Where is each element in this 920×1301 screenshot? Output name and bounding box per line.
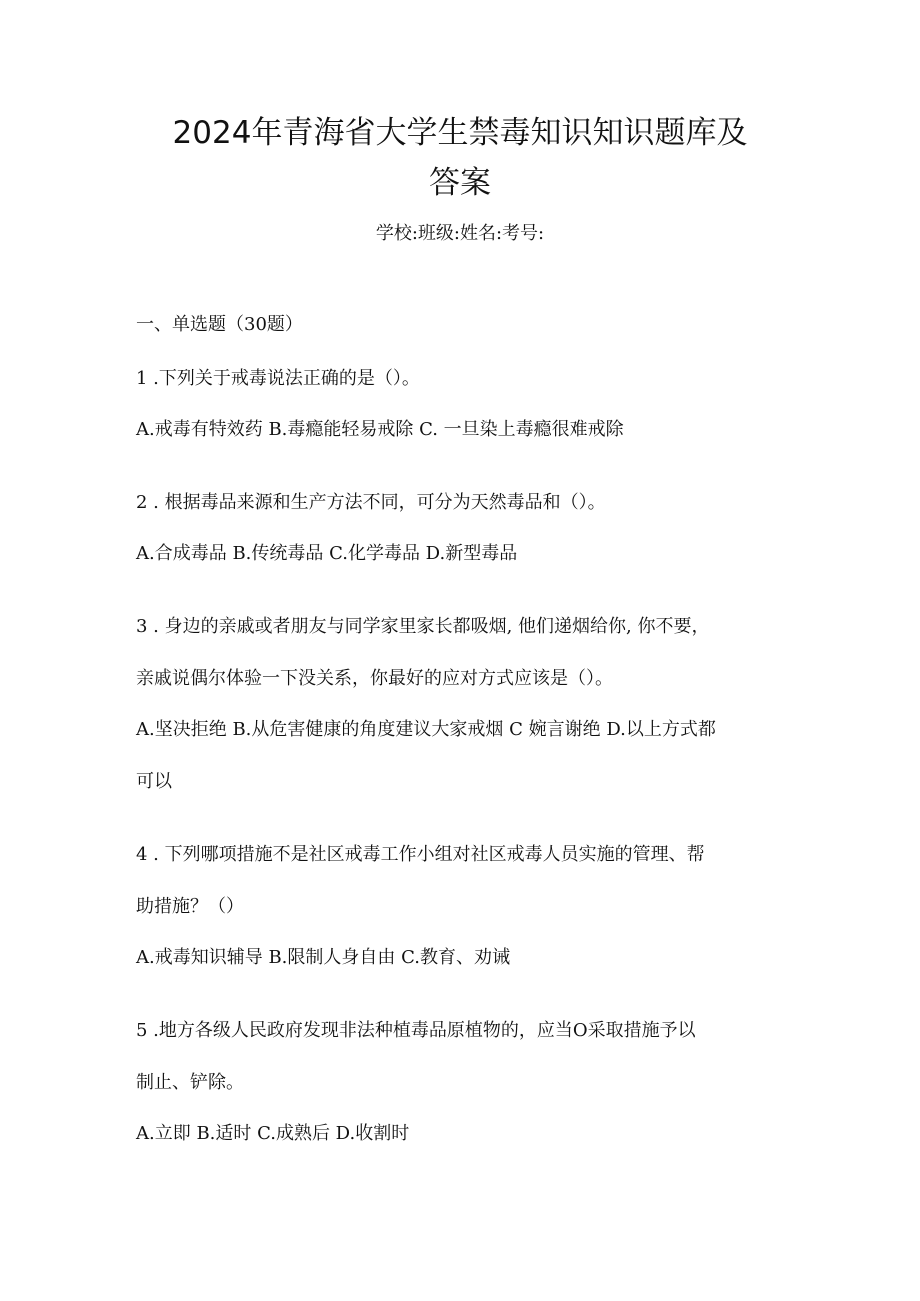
question-text: 2 . 根据毒品来源和生产方法不同，可分为天然毒品和（）。 [136, 492, 606, 513]
question-options: A.坚决拒绝 B.从危害健康的角度建议大家戒烟 C 婉言谢绝 D.以上方式都 [136, 719, 716, 740]
question-text-continued: 制止、铲除。 [136, 1072, 244, 1093]
question-options: A.立即 B.适时 C.成熟后 D.收割时 [136, 1123, 410, 1144]
question-text: 5 .地方各级人民政府发现非法种植毒品原植物的，应当O采取措施予以 [136, 1020, 696, 1041]
document-title [120, 108, 800, 208]
question-text-continued: 亲戚说偶尔体验一下没关系，你最好的应对方式应该是（）。 [136, 668, 613, 689]
title-line-1: 2024年青海省大学生禁毒知识知识题库及 [172, 115, 748, 151]
question-5 [136, 1016, 786, 1149]
question-text: 3 . 身边的亲戚或者朋友与同学家里家长都吸烟, 他们递烟给你, 你不要， [136, 616, 710, 637]
question-list [136, 310, 786, 1192]
question-3 [136, 612, 786, 797]
question-options: A.戒毒有特效药 B.毒瘾能轻易戒除 C. 一旦染上毒瘾很难戒除 [136, 419, 624, 440]
question-4 [136, 840, 786, 973]
question-text: 1 .下列关于戒毒说法正确的是（）。 [136, 368, 420, 389]
question-options-continued: 可以 [136, 771, 172, 792]
title-line-2: 答案 [429, 165, 491, 201]
question-text-continued: 助措施？（） [136, 896, 244, 917]
section-heading: 一、单选题（30题） [136, 314, 303, 335]
question-options: A.合成毒品 B.传统毒品 C.化学毒品 D.新型毒品 [136, 543, 518, 564]
student-info-line: 学校:班级:姓名:考号: [375, 223, 545, 244]
question-options: A.戒毒知识辅导 B.限制人身自由 C.教育、劝诫 [136, 947, 510, 968]
question-1 [136, 364, 786, 445]
question-2 [136, 488, 786, 569]
question-text: 4 . 下列哪项措施不是社区戒毒工作小组对社区戒毒人员实施的管理、帮 [136, 844, 705, 865]
